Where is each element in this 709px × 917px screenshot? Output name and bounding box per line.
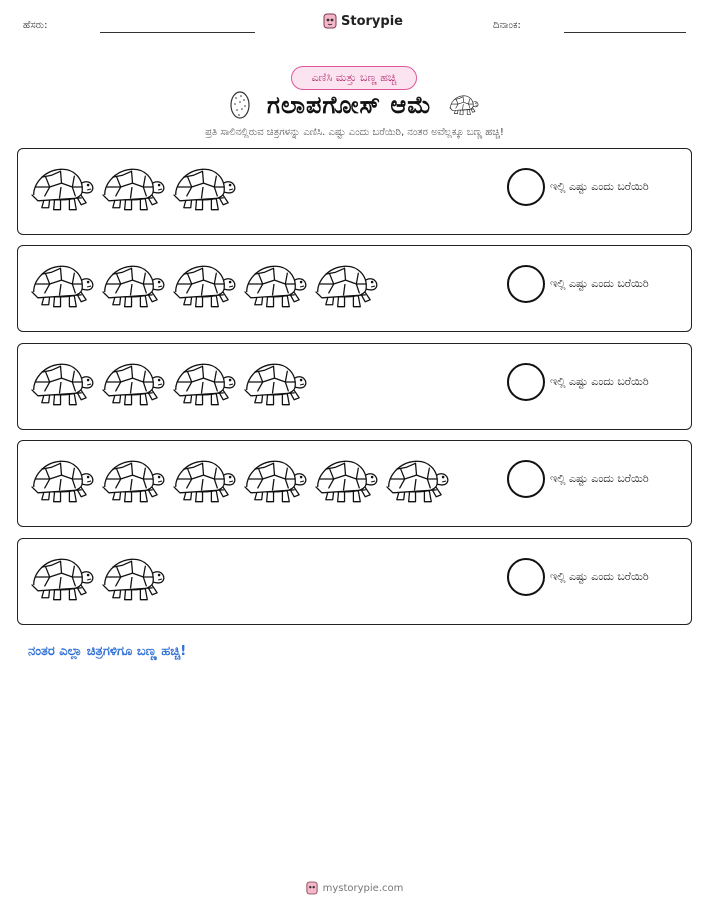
turtle-icon[interactable] bbox=[172, 457, 237, 505]
turtle-icon[interactable] bbox=[314, 262, 379, 310]
cactus-icon bbox=[229, 90, 251, 120]
turtle-icon[interactable] bbox=[30, 555, 95, 603]
turtle-icon[interactable] bbox=[30, 262, 95, 310]
turtle-icon[interactable] bbox=[385, 457, 450, 505]
turtle-icon[interactable] bbox=[172, 360, 237, 408]
answer-label: ಇಲ್ಲಿ ಎಷ್ಟು ಎಂದು ಬರೆಯಿರಿ bbox=[550, 277, 649, 290]
turtle-group bbox=[30, 262, 379, 310]
turtle-icon[interactable] bbox=[30, 360, 95, 408]
small-turtle-icon bbox=[448, 94, 480, 116]
answer-circle[interactable] bbox=[507, 363, 545, 401]
answer-label: ಇಲ್ಲಿ ಎಷ್ಟು ಎಂದು ಬರೆಯಿರಿ bbox=[550, 180, 649, 193]
answer-circle[interactable] bbox=[507, 460, 545, 498]
counting-row bbox=[17, 245, 692, 332]
turtle-icon[interactable] bbox=[101, 555, 166, 603]
page-title: ಗಲಾಪಗೋಸ್ ಆಮೆ bbox=[266, 91, 433, 119]
turtle-group bbox=[30, 360, 308, 408]
storypie-logo-icon bbox=[323, 13, 337, 29]
turtle-icon[interactable] bbox=[101, 165, 166, 213]
instructions: ಪ್ರತಿ ಸಾಲಿನಲ್ಲಿರುವ ಚಿತ್ರಗಳನ್ನು ಎಣಿಸಿ. ಎಷ್ಟು ಎಂದು ಬರೆಯಿರಿ, ನಂತರ ಅವೆಲ್ಲಕ್ಕೂ ಬಣ್ಣ ಹಚ್ಚಿ! bbox=[205, 127, 504, 138]
activity-badge: ಎಣಿಸಿ ಮತ್ತು ಬಣ್ಣ ಹಚ್ಚಿ bbox=[291, 66, 417, 90]
counting-row bbox=[17, 343, 692, 430]
turtle-icon[interactable] bbox=[243, 360, 308, 408]
answer-circle[interactable] bbox=[507, 265, 545, 303]
counting-row bbox=[17, 148, 692, 235]
name-label: ಹೆಸರು: bbox=[23, 20, 48, 31]
answer-circle[interactable] bbox=[507, 558, 545, 596]
turtle-icon[interactable] bbox=[30, 165, 95, 213]
date-label: ದಿನಾಂಕ: bbox=[493, 20, 521, 31]
date-field[interactable] bbox=[564, 32, 686, 33]
turtle-group bbox=[30, 457, 450, 505]
footer-site-url: mystorypie.com bbox=[322, 882, 404, 894]
storypie-logo-icon bbox=[306, 881, 318, 895]
footer-site bbox=[0, 881, 709, 895]
turtle-group bbox=[30, 555, 166, 603]
turtle-group bbox=[30, 165, 237, 213]
brand-name: Storypie bbox=[341, 13, 403, 29]
counting-row bbox=[17, 538, 692, 625]
title-row bbox=[0, 90, 709, 120]
turtle-icon[interactable] bbox=[101, 262, 166, 310]
turtle-icon[interactable] bbox=[172, 165, 237, 213]
answer-label: ಇಲ್ಲಿ ಎಷ್ಟು ಎಂದು ಬರೆಯಿರಿ bbox=[550, 472, 649, 485]
turtle-icon[interactable] bbox=[243, 262, 308, 310]
counting-row bbox=[17, 440, 692, 527]
turtle-icon[interactable] bbox=[172, 262, 237, 310]
name-field[interactable] bbox=[100, 32, 255, 33]
turtle-icon[interactable] bbox=[314, 457, 379, 505]
answer-circle[interactable] bbox=[507, 168, 545, 206]
turtle-icon[interactable] bbox=[243, 457, 308, 505]
answer-label: ಇಲ್ಲಿ ಎಷ್ಟು ಎಂದು ಬರೆಯಿರಿ bbox=[550, 570, 649, 583]
turtle-icon[interactable] bbox=[101, 457, 166, 505]
footer-note: ನಂತರ ಎಲ್ಲಾ ಚಿತ್ರಗಳಿಗೂ ಬಣ್ಣ ಹಚ್ಚಿ! bbox=[28, 644, 187, 659]
turtle-icon[interactable] bbox=[30, 457, 95, 505]
answer-label: ಇಲ್ಲಿ ಎಷ್ಟು ಎಂದು ಬರೆಯಿರಿ bbox=[550, 375, 649, 388]
turtle-icon[interactable] bbox=[101, 360, 166, 408]
brand-logo bbox=[323, 13, 403, 29]
